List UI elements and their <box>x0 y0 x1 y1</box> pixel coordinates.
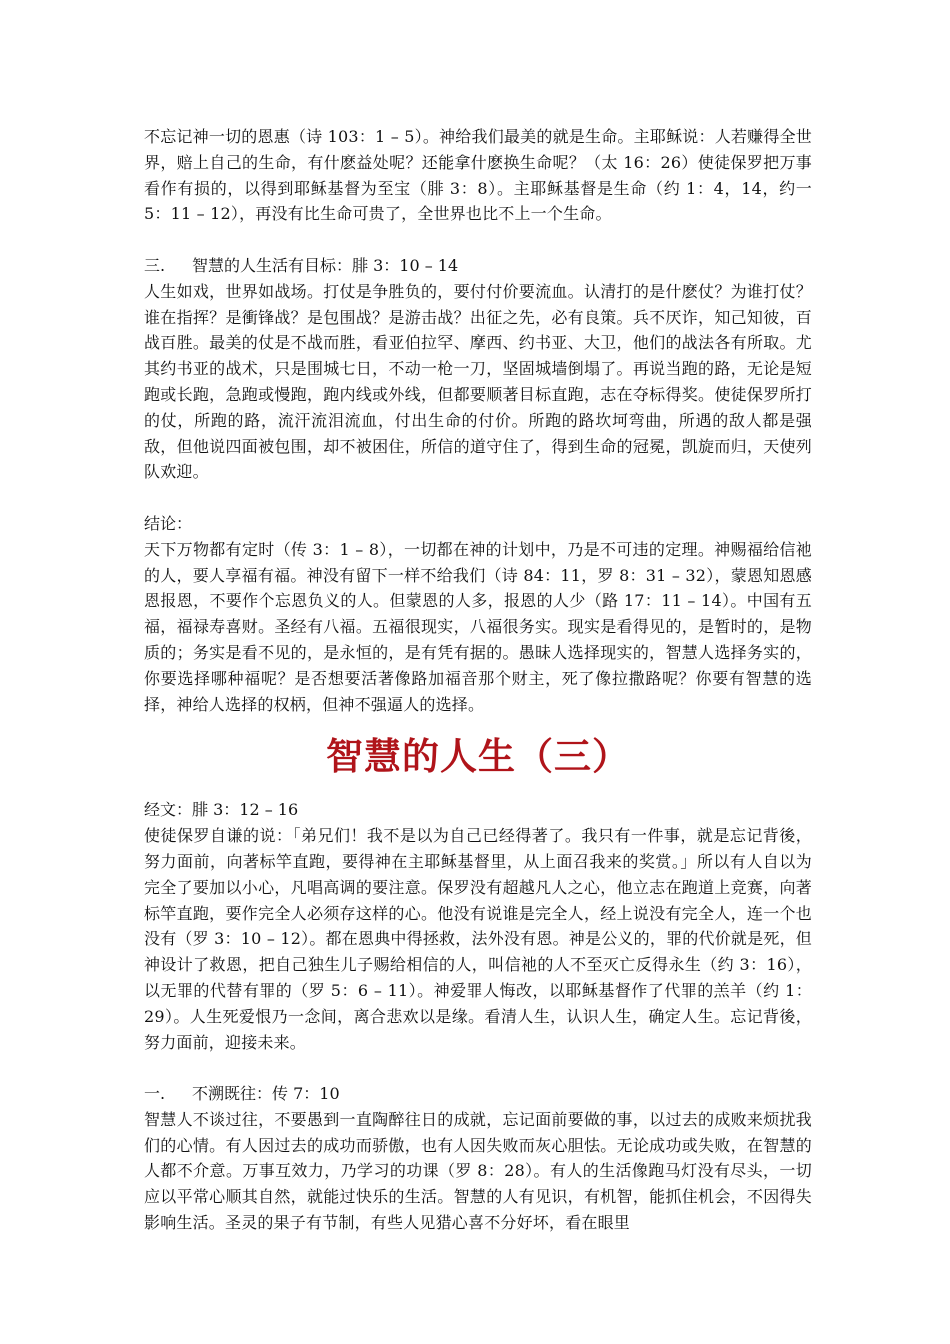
section-one-heading <box>144 1081 812 1107</box>
section-three-paragraph: 人生如戏，世界如战场。打仗是争胜负的，要付付价要流血。认清打的是什麽仗？为谁打仗？谁在指挥？是衝锋战？是包围战？是游击战？出征之先，必有良策。兵不厌诈，知己知彼，百战百胜。最美的仗是不战而胜，看亚伯拉罕、摩西、约书亚、大卫，他们的战法各有所取。尤其约书亚的战术，只是围城七日，不动一枪一刀，坚固城墙倒塌了。再说当跑的路，无论是短跑或长跑，急跑或慢跑，跑内线或外线，但都要顺著目标直跑，志在夺标得奖。使徒保罗所打的仗，所跑的路，流汗流泪流血，付出生命的付价。所跑的路坎坷弯曲，所遇的敌人都是强敌，但他说四面被包围，却不被困住，所信的道守住了，得到生命的冠冕，凯旋而归，天使列队欢迎。 <box>144 281 812 482</box>
section-three-title: 智慧的人生活有目标：腓 3：10 – 14 <box>192 255 459 275</box>
scripture-label: 经文：腓 3：12 – 16 <box>144 800 299 820</box>
section-one-number: 一. <box>144 1084 166 1104</box>
page-title: 智慧的人生（三） <box>326 735 630 779</box>
spacer <box>144 227 812 253</box>
section-one-paragraph: 智慧人不谈过往，不要愚到一直陶醉往日的成就，忘记面前要做的事，以过去的成败来烦扰我们的心情。有人因过去的成功而骄傲，也有人因失败而灰心胆怯。无论成功或失败，在智慧的人都不介意。万事互效力，乃学习的功课（罗 8：28）。有人的生活像跑马灯没有尽头，一切应以平常心顺其自然，就能过快乐的生活。智慧的人有见识，有机智，能抓住机会，不因得失影响生活。圣灵的果子有节制，有些人见猎心喜不分好坏，看在眼里 <box>144 1109 812 1233</box>
spacer <box>144 1055 812 1081</box>
spacer <box>144 485 812 511</box>
section-one-title: 不溯既往：传 7：10 <box>192 1084 340 1104</box>
scripture-paragraph: 使徒保罗自谦的说：「弟兄们！我不是以为自己已经得著了。我只有一件事，就是忘记背後，努力面前，向著标竿直跑，要得神在主耶稣基督里，从上面召我来的奖赏。」所以有人自以为完全了要加以小心，凡唱高调的要注意。保罗没有超越凡人之心，他立志在跑道上竞赛，向著标竿直跑，要作完全人必须存这样的心。他没有说谁是完全人，经上说没有完全人，连一个也没有（罗 3：10 – 12）。都在恩典中得拯救，法外没有恩。神是公义的，罪的代价就是死，但神设计了救恩，把自己独生儿子赐给相信的人，叫信祂的人不至灭亡反得永生（约 3：16），以无罪的代替有罪的（罗 5：6 – 11）。神爱罪人悔改，以耶稣基督作了代罪的羔羊（约 1：29）。人生死爱恨乃一念间，离合悲欢以是缘。看清人生，认识人生，确定人生。忘记背後，努力面前，迎接未来。 <box>144 826 812 1052</box>
intro-paragraph: 不忘记神一切的恩惠（诗 103：1 – 5）。神给我们最美的就是生命。主耶稣说：人若赚得全世界，赔上自己的生命，有什麽益处呢？还能拿什麽换生命呢？（太 16：26）使徒保罗把万事看作有损的，以得到耶稣基督为至宝（腓 3：8）。主耶稣基督是生命（约 1：4，14，约一 5：11 – 12），再没有比生命可贵了，全世界也比不上一个生命。 <box>144 127 812 224</box>
document-page <box>144 124 812 1236</box>
conclusion-heading: 结论： <box>144 513 193 533</box>
section-three-number: 三. <box>144 255 166 275</box>
section-three-heading <box>144 253 812 279</box>
conclusion-paragraph: 天下万物都有定时（传 3：1 – 8），一切都在神的计划中，乃是不可违的定理。神赐福给信祂的人，要人享福有福。神没有留下一样不给我们（诗 84：11，罗 8：31 – 32），蒙恩知恩感恩报恩，不要作个忘恩负义的人。但蒙恩的人多，报恩的人少（路 17：11 – 14）。中国有五福，福禄寿喜财。圣经有八福。五福很现实，八福很务实。现实是看得见的，是暂时的，是物质的；务实是看不见的，是永恒的，是有凭有据的。愚昧人选择现实的，智慧人选择务实的，你要选择哪种福呢？是否想要活著像路加福音那个财主，死了像拉撒路呢？你要有智慧的选择，神给人选择的权柄，但神不强逼人的选择。 <box>144 539 812 714</box>
